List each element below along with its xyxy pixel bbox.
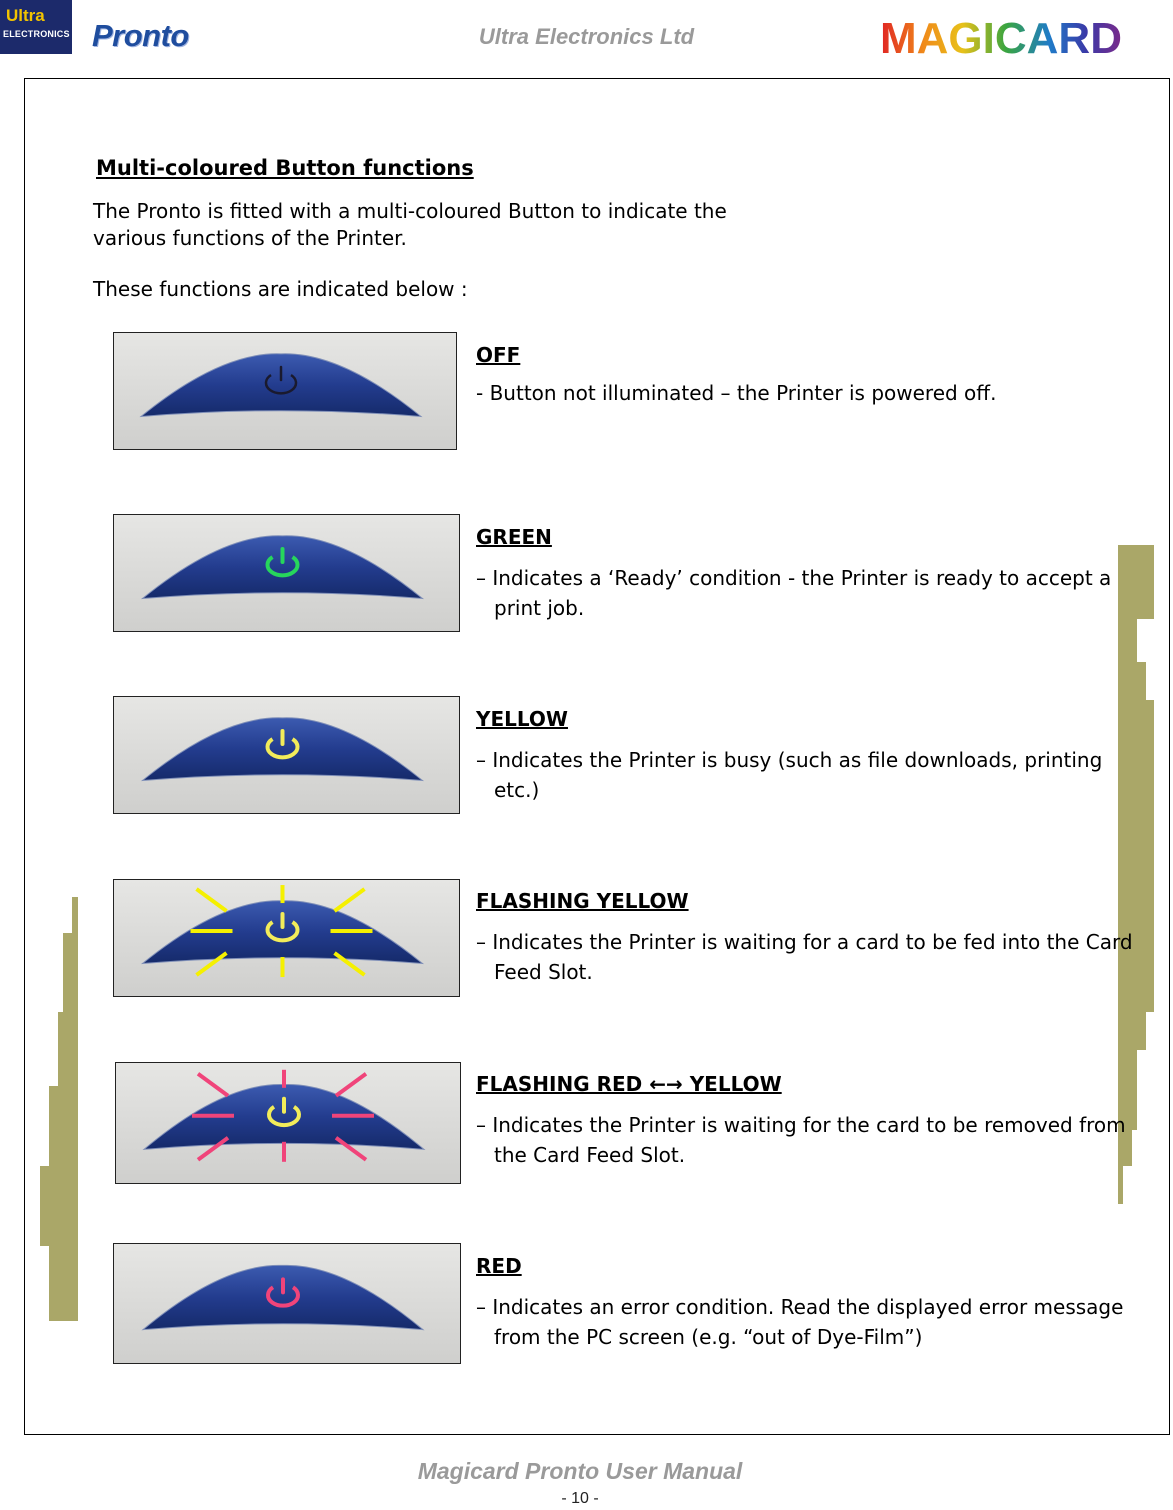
button-image-flashing-red-yellow bbox=[115, 1062, 461, 1184]
item-title-green: GREEN bbox=[476, 525, 552, 549]
button-image-yellow bbox=[113, 696, 460, 814]
item-desc-red: – Indicates an error condition. Read the displayed error message from the PC screen (e.g. “out of Dye-Film”) bbox=[476, 1295, 1124, 1349]
button-image-red bbox=[113, 1243, 461, 1364]
decorative-bar-left bbox=[40, 1166, 78, 1246]
magicard-logo: MAGICARD bbox=[880, 14, 1122, 63]
item-desc-off: - Button not illuminated – the Printer is powered off. bbox=[476, 381, 997, 405]
power-button-illustration bbox=[114, 333, 456, 449]
item-title-red: RED bbox=[476, 1254, 522, 1278]
item-desc-flashing-red-yellow: – Indicates the Printer is waiting for the card to be removed from the Card Feed Slot. bbox=[476, 1113, 1126, 1167]
decorative-bar-right bbox=[1118, 1166, 1123, 1204]
company-name: Ultra Electronics Ltd bbox=[478, 24, 695, 49]
power-button-illustration bbox=[114, 697, 459, 813]
decorative-bar-right bbox=[1118, 1012, 1146, 1050]
flash-ray-icon bbox=[335, 889, 365, 911]
item-title-flashing-yellow: FLASHING YELLOW bbox=[476, 889, 689, 913]
decorative-bar-left bbox=[49, 1244, 78, 1321]
power-button-illustration bbox=[114, 880, 459, 996]
item-desc-yellow: – Indicates the Printer is busy (such as file downloads, printing etc.) bbox=[476, 748, 1103, 802]
decorative-bar-right bbox=[1118, 619, 1137, 662]
button-image-flashing-yellow bbox=[113, 879, 460, 997]
intro-paragraph: The Pronto is fitted with a multi-coloured Button to indicate the various functions of the Printer. bbox=[93, 199, 727, 250]
decorative-bar-left bbox=[72, 897, 78, 937]
flash-ray-icon bbox=[336, 1074, 366, 1096]
decorative-bar-left bbox=[58, 1012, 78, 1090]
decorative-bar-left bbox=[63, 933, 78, 1015]
power-button-illustration bbox=[114, 1244, 460, 1363]
power-button-illustration bbox=[114, 515, 459, 631]
flash-ray-icon bbox=[197, 889, 227, 911]
power-button-illustration bbox=[116, 1063, 460, 1183]
item-title-yellow: YELLOW bbox=[476, 707, 568, 731]
button-image-green bbox=[113, 514, 460, 632]
footer-title: Magicard Pronto User Manual bbox=[417, 1458, 743, 1484]
pronto-logo: Pronto bbox=[92, 18, 189, 53]
item-desc-flashing-yellow: – Indicates the Printer is waiting for a card to be fed into the Card Feed Slot. bbox=[476, 930, 1133, 984]
section-title: Multi-coloured Button functions bbox=[96, 156, 474, 180]
item-desc-green: – Indicates a ‘Ready’ condition - the Printer is ready to accept a print job. bbox=[476, 566, 1112, 620]
ultra-logo-top: Ultra bbox=[6, 6, 45, 25]
flash-ray-icon bbox=[198, 1074, 228, 1096]
item-title-flashing-red-yellow: FLASHING RED ←→ YELLOW bbox=[476, 1072, 782, 1096]
ultra-logo-bottom: ELECTRONICS bbox=[3, 29, 70, 39]
page-number: - 10 - bbox=[561, 1490, 599, 1507]
item-title-off: OFF bbox=[476, 343, 521, 367]
intro-paragraph-2: These functions are indicated below : bbox=[93, 277, 468, 301]
decorative-bar-left bbox=[49, 1086, 78, 1168]
button-image-off bbox=[113, 332, 457, 450]
decorative-bar-right bbox=[1118, 662, 1146, 700]
